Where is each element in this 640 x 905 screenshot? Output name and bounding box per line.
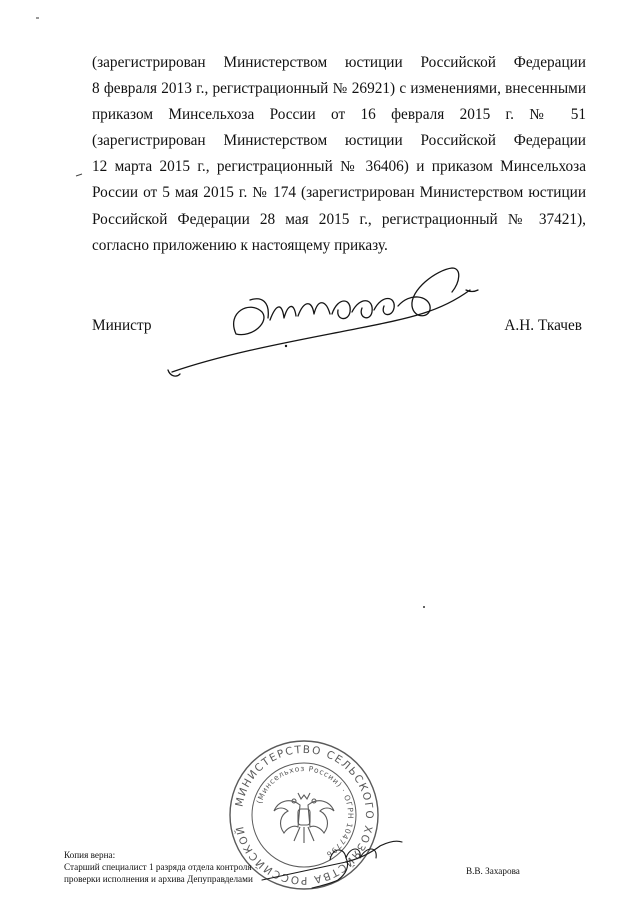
svg-text:(Минсельхоз России) · ОГРН 104 [255, 764, 355, 859]
stamp-outer-text: МИНИСТЕРСТВО СЕЛЬСКОГО ХОЗЯЙСТВА РОССИЙСКОЙ [233, 743, 376, 887]
paragraph-line: согласно приложению к настоящему приказу. [92, 236, 388, 254]
paragraph-line: приказом Минсельхоза России от 16 февраля 2015 г. № 51 [92, 106, 586, 124]
copy-label: Копия верна: [64, 850, 116, 860]
paragraph-line: России от 5 мая 2015 г. № 174 (зарегистрирован Министерством юстиции [92, 184, 586, 202]
paragraph-line: Российской Федерации 28 мая 2015 г., регистрационный № 37421), [92, 210, 586, 228]
paragraph-line: 12 марта 2015 г., регистрационный № 36406) и приказом Минсельхоза [92, 158, 586, 176]
paragraph-line: (зарегистрирован Министерством юстиции Российской Федерации [92, 54, 586, 71]
certifier-name: В.В. Захарова [466, 866, 520, 876]
certifier-position: Старший специалист 1 разряда отдела контроля [64, 862, 252, 872]
certifier-department: проверки исполнения и архива Депуправделами [64, 874, 253, 884]
signatory-title: Министр [92, 317, 152, 334]
paragraph-line: 8 февраля 2013 г., регистрационный № 26921) с изменениями, внесенными [92, 80, 586, 98]
order-body-text [92, 50, 586, 259]
signatory-name: А.Н. Ткачев [504, 317, 582, 334]
paragraph-line: (зарегистрирован Министерством юстиции Российской Федерации [92, 132, 586, 150]
stamp-inner-text: (Минсельхоз России) · ОГРН 1047796 [254, 763, 356, 860]
